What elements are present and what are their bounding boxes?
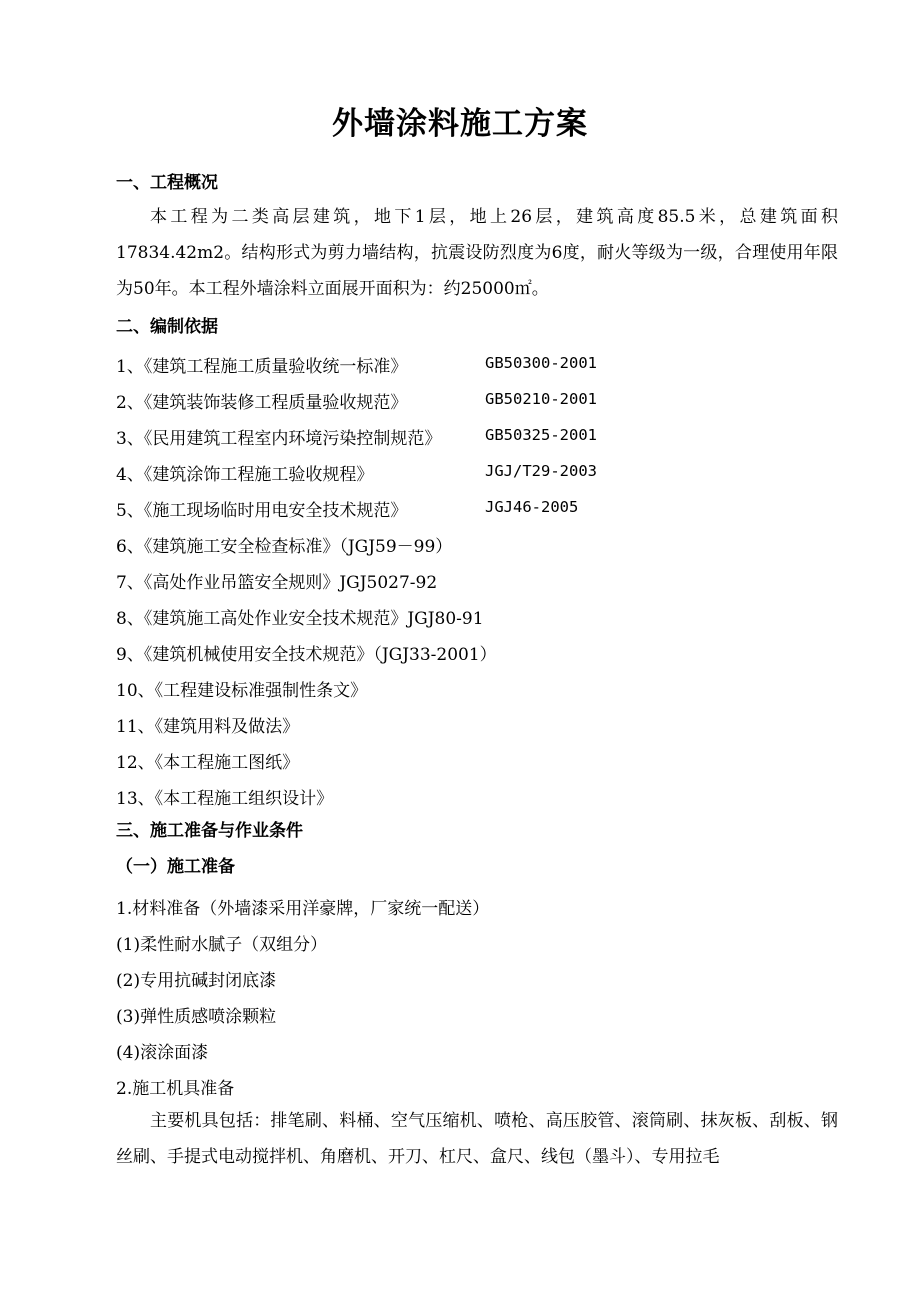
reference-item: 8、《建筑施工高处作业安全技术规范》JGJ80-91 xyxy=(116,609,484,629)
material-item: (2)专用抗碱封闭底漆 xyxy=(116,971,277,991)
material-item: (1)柔性耐水腻子（双组分） xyxy=(116,935,328,955)
reference-item: 2、《建筑装饰装修工程质量验收规范》 xyxy=(116,393,408,413)
section-heading-basis: 二、编制依据 xyxy=(116,317,218,337)
reference-code: JGJ/T29-2003 xyxy=(485,462,597,480)
reference-item: 6、《建筑施工安全检查标准》（JGJ59－99） xyxy=(116,537,453,557)
materials-heading: 1.材料准备（外墙漆采用洋豪牌，厂家统一配送） xyxy=(116,899,490,919)
reference-item: 12、《本工程施工图纸》 xyxy=(116,753,300,773)
document-title: 外墙涂料施工方案 xyxy=(332,106,588,142)
reference-code: GB50300-2001 xyxy=(485,354,597,372)
reference-item: 10、《工程建设标准强制性条文》 xyxy=(116,681,368,701)
material-item: (3)弹性质感喷涂颗粒 xyxy=(116,1007,277,1027)
reference-code: GB50325-2001 xyxy=(485,426,597,444)
reference-item: 11、《建筑用料及做法》 xyxy=(116,717,300,737)
reference-item: 3、《民用建筑工程室内环境污染控制规范》 xyxy=(116,429,442,449)
reference-item: 5、《施工现场临时用电安全技术规范》 xyxy=(116,501,408,521)
reference-code: JGJ46-2005 xyxy=(485,498,579,516)
reference-item: 7、《高处作业吊篮安全规则》JGJ5027-92 xyxy=(116,573,438,593)
reference-item: 9、《建筑机械使用安全技术规范》（JGJ33-2001） xyxy=(116,645,497,665)
reference-item: 4、《建筑涂饰工程施工验收规程》 xyxy=(116,465,374,485)
section-heading-overview: 一、工程概况 xyxy=(116,173,218,193)
reference-item: 1、《建筑工程施工质量验收统一标准》 xyxy=(116,357,408,377)
reference-item: 13、《本工程施工组织设计》 xyxy=(116,789,334,809)
material-item: (4)滚涂面漆 xyxy=(116,1043,209,1063)
reference-code: GB50210-2001 xyxy=(485,390,597,408)
tools-paragraph: 主要机具包括：排笔刷、料桶、空气压缩机、喷枪、高压胶管、滚筒刷、抹灰板、刮板、钢丝刷、手提式电动搅拌机、角磨机、开刀、杠尺、盒尺、线包（墨斗）、专用拉毛 xyxy=(116,1111,838,1167)
tools-heading: 2.施工机具准备 xyxy=(116,1079,235,1099)
overview-paragraph: 本工程为二类高层建筑，地下1层，地上26层，建筑高度85.5米，总建筑面积17834.42m2。结构形式为剪力墙结构，抗震设防烈度为6度，耐火等级为一级，合理使用年限为50年。本工程外墙涂料立面展开面积为：约25000㎡。 xyxy=(116,207,838,299)
section-heading-preparation: 三、施工准备与作业条件 xyxy=(116,821,303,841)
subsection-heading: （一）施工准备 xyxy=(116,857,235,877)
